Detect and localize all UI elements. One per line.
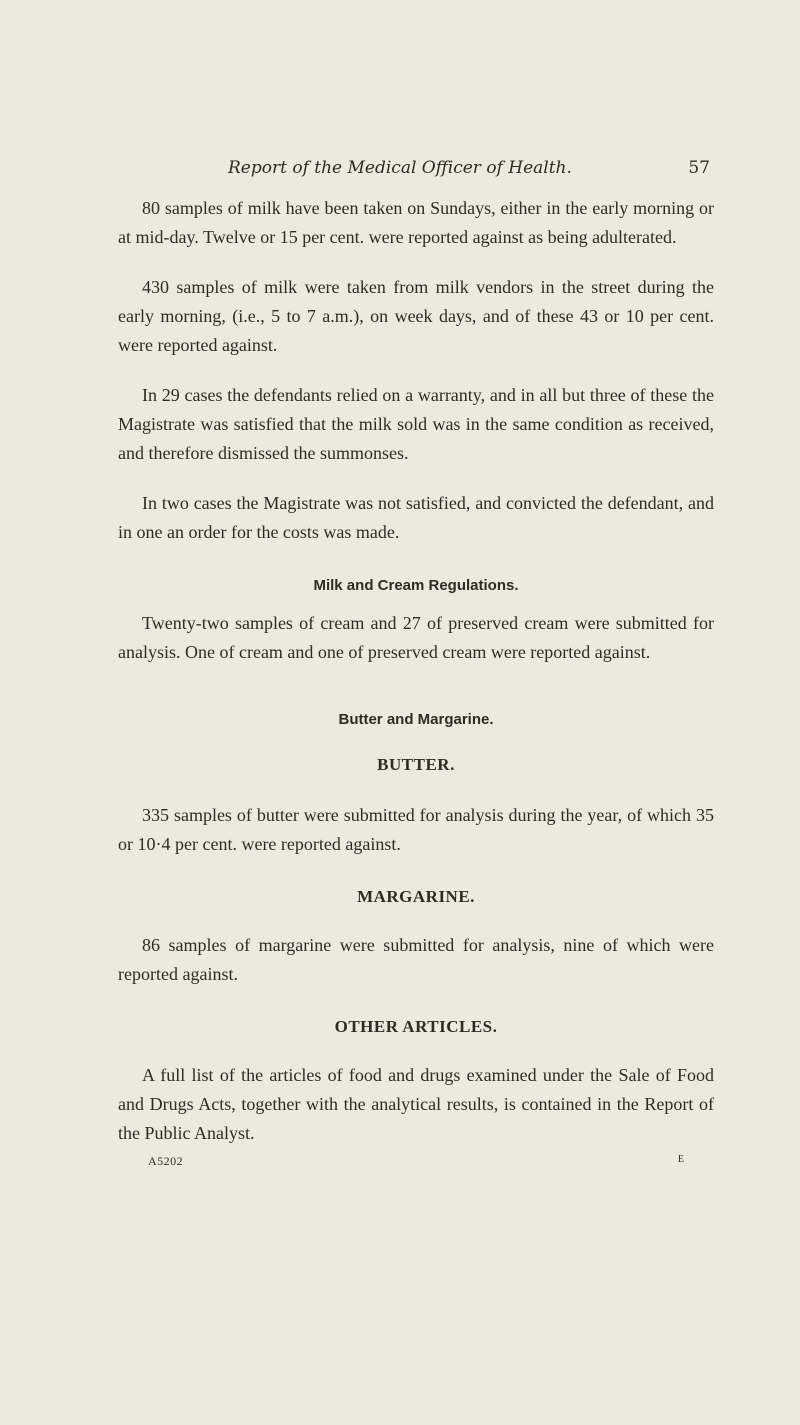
heading-other-articles: OTHER ARTICLES. bbox=[334, 1017, 498, 1036]
paragraph-cream-samples: Twenty-two samples of cream and 27 of preserved cream were submitted for analysis. One of cream and one of preserved cream were reported against. bbox=[118, 613, 714, 662]
paragraph-margarine-samples: 86 samples of margarine were submitted for analysis, nine of which were reported against. bbox=[118, 935, 714, 984]
page-number: 57 bbox=[688, 158, 710, 178]
signature-mark: E bbox=[677, 1154, 684, 1165]
paragraph-warranty-cases: In 29 cases the defendants relied on a warranty, and in all but three of these the Magistrate was satisfied that the milk sold was in the same condition as received, and therefore dismissed the summonses. bbox=[118, 385, 714, 463]
paragraph-butter-samples: 335 samples of butter were submitted for analysis during the year, of which 35 or 10·4 per cent. were reported against. bbox=[118, 805, 714, 854]
running-header bbox=[118, 158, 714, 194]
printer-signature: A5202 bbox=[148, 1154, 184, 1168]
paragraph-convictions: In two cases the Magistrate was not satisfied, and convicted the defendant, and in one an order for the costs was made. bbox=[118, 493, 714, 542]
heading-milk-cream-regulations: Milk and Cream Regulations. bbox=[313, 577, 519, 594]
paragraph-other-articles: A full list of the articles of food and drugs examined under the Sale of Food and Drugs Acts, together with the analytical results, is contained in the Report of the Public Analyst. bbox=[118, 1065, 714, 1143]
heading-margarine: MARGARINE. bbox=[357, 887, 475, 906]
running-title: Report of the Medical Officer of Health. bbox=[228, 158, 572, 178]
page-footer bbox=[118, 1154, 714, 1174]
heading-butter-margarine: Butter and Margarine. bbox=[338, 711, 494, 728]
paragraph-street-vendor-samples: 430 samples of milk were taken from milk vendors in the street during the early morning, (i.e., 5 to 7 a.m.), on week days, and of these 43 or 10 per cent. were reported against. bbox=[118, 277, 714, 355]
heading-butter: BUTTER. bbox=[377, 755, 455, 774]
document-page bbox=[118, 158, 714, 1174]
paragraph-sunday-samples: 80 samples of milk have been taken on Sundays, either in the early morning or at mid-day. Twelve or 15 per cent. were reported against as being adulterated. bbox=[118, 198, 714, 247]
